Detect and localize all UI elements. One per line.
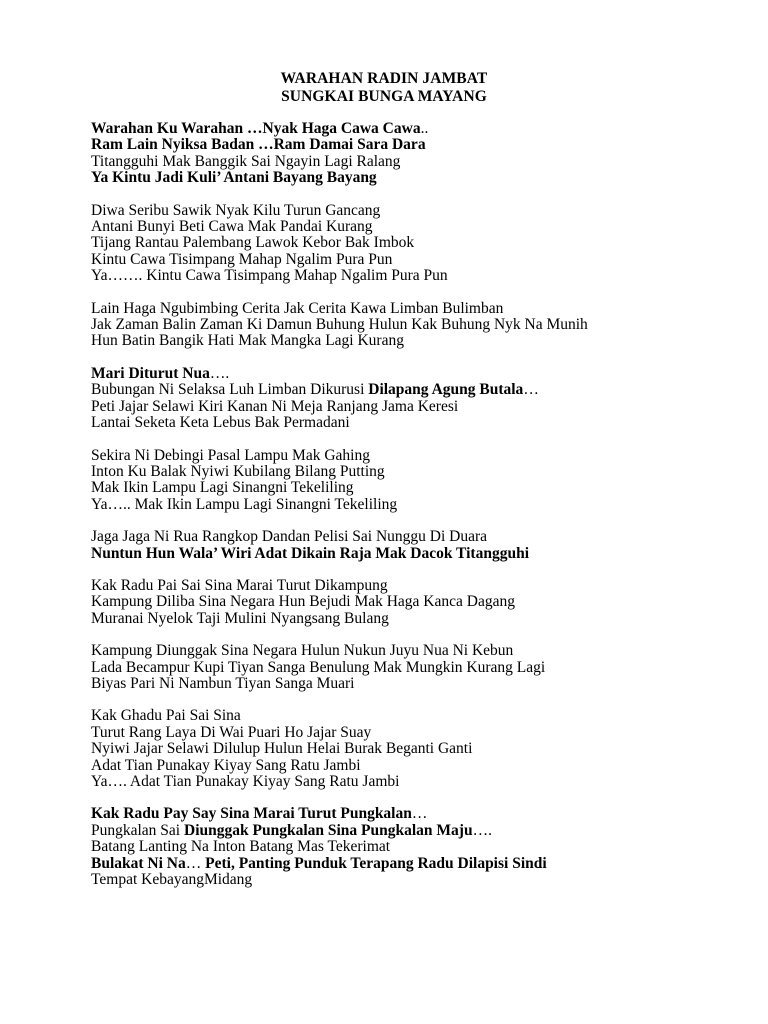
line-segment: Tempat KebayangMidang — [91, 871, 253, 889]
line-segment: Antani Bunyi Beti Cawa Mak Pandai Kurang — [91, 218, 373, 236]
stanza — [91, 529, 761, 562]
poem-line — [91, 823, 761, 839]
poem-line — [91, 464, 761, 480]
poem-line — [91, 676, 761, 692]
poem-line — [91, 382, 761, 398]
line-segment: Adat Tian Punakay Kiyay Sang Ratu Jambi — [91, 756, 361, 774]
line-segment: Diwa Seribu Sawik Nyak Kilu Turun Gancang — [91, 201, 381, 219]
line-segment: Kampung Diunggak Sina Negara Hulun Nukun Juyu Nua Ni Kebun — [91, 642, 514, 660]
subtitle-line: SUNGKAI BUNGA MAYANG — [281, 88, 487, 105]
line-segment: Peti Jajar Selawi Kiri Kanan Ni Meja Ranjang Jama Keresi — [91, 397, 459, 415]
line-segment: Kak Radu Pay Say Sina Marai Turut Pungkalan — [91, 805, 412, 823]
poem-line — [91, 529, 761, 545]
stanza — [91, 301, 761, 350]
poem-line — [91, 856, 761, 872]
line-segment: Lain Haga Ngubimbing Cerita Jak Cerita Kawa Limban Bulimban — [91, 299, 504, 317]
poem-line — [91, 708, 761, 724]
line-segment: Pungkalan Sai — [91, 821, 184, 839]
line-segment: … — [185, 854, 206, 872]
poem-line — [91, 252, 761, 268]
poem-line — [91, 725, 761, 741]
poem-line — [91, 203, 761, 219]
document-title — [0, 70, 768, 106]
line-segment: … — [523, 381, 539, 399]
poem-line — [91, 154, 761, 170]
line-segment: Hun Batin Bangik Hati Mak Mangka Lagi Kurang — [91, 332, 404, 350]
poem-line — [91, 235, 761, 251]
line-segment: Lantai Seketa Keta Lebus Bak Permadani — [91, 414, 350, 432]
line-segment: Mak Ikin Lampu Lagi Sinangni Tekeliling — [91, 479, 354, 497]
line-segment: Muranai Nyelok Taji Mulini Nyangsang Bulang — [91, 609, 389, 627]
poem-line — [91, 872, 761, 888]
poem-line — [91, 448, 761, 464]
line-segment: … — [411, 805, 428, 823]
poem-line — [91, 219, 761, 235]
line-segment: Dilapang Agung Butala — [368, 381, 524, 399]
line-segment: Titangguhi Mak Banggik Sai Ngayin Lagi Ralang — [91, 152, 401, 170]
poem-line — [91, 137, 761, 153]
line-segment: …. — [472, 821, 492, 839]
poem-line — [91, 774, 761, 790]
stanza — [91, 366, 761, 432]
stanza — [91, 708, 761, 790]
poem-line — [91, 741, 761, 757]
line-segment: Ya….. Mak Ikin Lampu Lagi Sinangni Tekeliling — [91, 495, 398, 513]
stanza — [91, 203, 761, 285]
poem-line — [91, 497, 761, 513]
poem-line — [91, 480, 761, 496]
line-segment: Tijang Rantau Palembang Lawok Kebor Bak Imbok — [91, 234, 415, 252]
line-segment: …. — [209, 364, 230, 382]
line-segment: Jak Zaman Balin Zaman Ki Damun Buhung Hulun Kak Buhung Nyk Na Munih — [91, 316, 588, 334]
stanza — [91, 643, 761, 692]
line-segment: Peti, Panting Punduk Terapang Radu Dilapisi Sindi — [205, 854, 547, 872]
line-segment: Mari Diturut Nua — [91, 364, 210, 382]
poem-line — [91, 170, 761, 186]
line-segment: Nyiwi Jajar Selawi Dilulup Hulun Helai Burak Beganti Ganti — [91, 740, 473, 758]
poem-line — [91, 268, 761, 284]
line-segment: Lada Becampur Kupi Tiyan Sanga Benulung Mak Mungkin Kurang Lagi — [91, 658, 546, 676]
line-segment: Kintu Cawa Tisimpang Mahap Ngalim Pura Pun — [91, 250, 393, 268]
line-segment: .. — [420, 120, 429, 137]
poem-line — [91, 366, 761, 382]
line-segment: Kak Ghadu Pai Sai Sina — [91, 707, 241, 725]
line-segment: Inton Ku Balak Nyiwi Kubilang Bilang Putting — [91, 462, 385, 480]
poem-line — [91, 333, 761, 349]
poem-line — [91, 594, 761, 610]
line-segment: Ya…. Adat Tian Punakay Kiyay Sang Ratu Jambi — [91, 773, 400, 790]
line-segment: Nuntun Hun Wala’ Wiri Adat Dikain Raja Mak Dacok Titangguhi — [91, 544, 530, 562]
line-segment: Ya Kintu Jadi Kuli’ Antani Bayang Bayang — [91, 169, 377, 187]
poem-line — [91, 611, 761, 627]
line-segment: Warahan Ku Warahan …Nyak Haga Cawa Cawa — [91, 120, 421, 137]
line-segment: Sekira Ni Debingi Pasal Lampu Mak Gahing — [91, 446, 370, 464]
line-segment: Ram Lain Nyiksa Badan …Ram Damai Sara Dara — [91, 136, 426, 154]
poem-line — [91, 758, 761, 774]
line-segment: Bulakat Ni Na — [91, 854, 186, 872]
line-segment: Batang Lanting Na Inton Batang Mas Tekerimat — [91, 838, 391, 856]
stanza — [91, 121, 761, 187]
poem-line — [91, 301, 761, 317]
poem-line — [91, 660, 761, 676]
line-segment: Diunggak Pungkalan Sina Pungkalan Maju — [184, 821, 473, 839]
line-segment: Jaga Jaga Ni Rua Rangkop Dandan Pelisi Sai Nunggu Di Duara — [91, 528, 488, 546]
poem-line — [91, 806, 761, 822]
stanza — [91, 448, 761, 514]
line-segment: Ya……. Kintu Cawa Tisimpang Mahap Ngalim Pura Pun — [91, 267, 448, 285]
stanza — [91, 806, 761, 888]
poem-line — [91, 578, 761, 594]
poem-line — [91, 399, 761, 415]
poem-line — [91, 121, 761, 137]
stanza — [91, 578, 761, 627]
line-segment: Turut Rang Laya Di Wai Puari Ho Jajar Suay — [91, 723, 372, 741]
poem-line — [91, 839, 761, 855]
line-segment: Bubungan Ni Selaksa Luh Limban Dikurusi — [91, 381, 369, 399]
title-line: WARAHAN RADIN JAMBAT — [280, 70, 488, 87]
line-segment: Kak Radu Pai Sai Sina Marai Turut Dikampung — [91, 576, 388, 594]
line-segment: Kampung Diliba Sina Negara Hun Bejudi Mak Haga Kanca Dagang — [91, 593, 515, 611]
poem-line — [91, 546, 761, 562]
line-segment: Biyas Pari Ni Nambun Tiyan Sanga Muari — [91, 674, 355, 692]
poem-line — [91, 415, 761, 431]
poem-line — [91, 317, 761, 333]
poem-body — [91, 121, 761, 904]
poem-line — [91, 643, 761, 659]
